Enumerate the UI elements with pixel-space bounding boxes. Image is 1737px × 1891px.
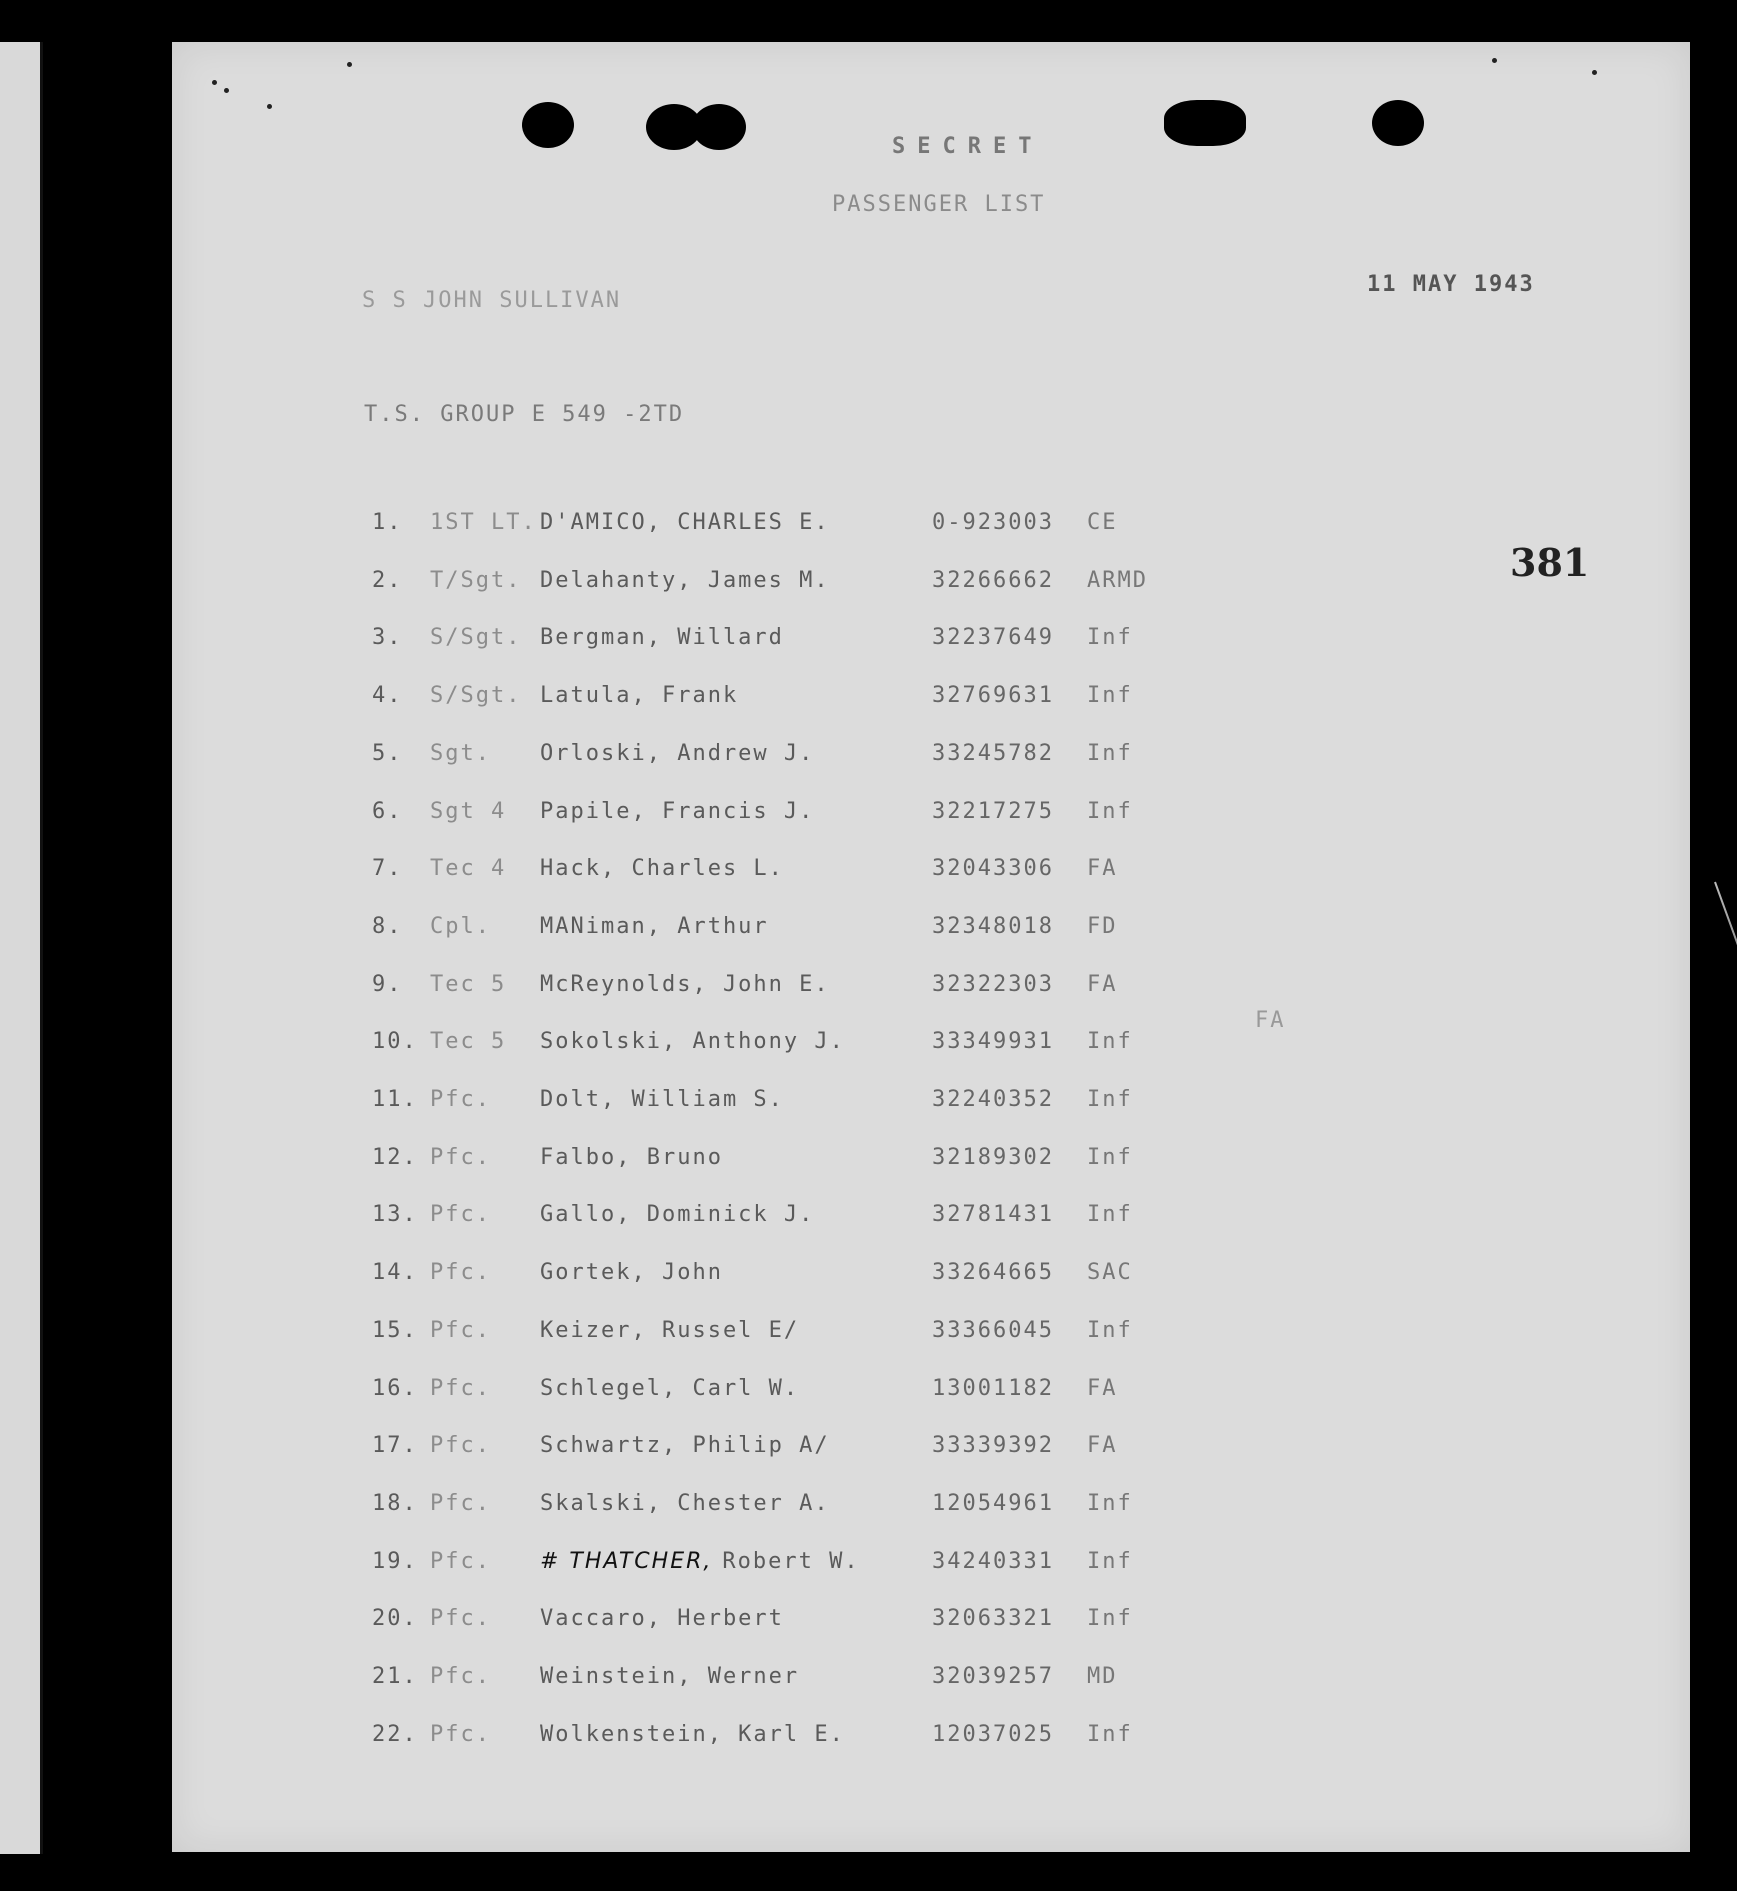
serial-number: 32322303: [932, 971, 1054, 997]
entry-number: 17.: [372, 1433, 418, 1459]
branch: Inf: [1087, 1317, 1133, 1343]
serial-number: 32348018: [932, 913, 1054, 939]
entry-number: 20.: [372, 1606, 418, 1632]
punch-hole: [1164, 100, 1246, 146]
branch: MD: [1087, 1664, 1118, 1689]
page-number: 381: [1510, 540, 1590, 585]
list-item: [172, 1664, 1690, 1704]
rank: Pfc.: [430, 1490, 491, 1516]
entry-number: 18.: [372, 1490, 418, 1516]
entry-number: 4.: [372, 683, 403, 709]
passenger-name: Bergman, Willard: [540, 625, 784, 651]
entry-number: 21.: [372, 1664, 418, 1689]
serial-number: 32266662: [932, 567, 1054, 593]
serial-number: 32769631: [932, 683, 1054, 709]
rank: T/Sgt.: [430, 567, 522, 593]
list-item: [172, 1376, 1690, 1416]
entry-number: 2.: [372, 567, 403, 593]
passenger-name: Papile, Francis J.: [540, 798, 815, 824]
given-name: Robert W.: [722, 1548, 860, 1574]
punch-hole: [692, 104, 746, 150]
list-item: [172, 1433, 1690, 1473]
branch: SAC: [1087, 1260, 1133, 1286]
passenger-name: Weinstein, Werner: [540, 1664, 800, 1689]
serial-number: 33366045: [932, 1317, 1054, 1343]
rank: Tec 5: [430, 1029, 507, 1055]
list-item: [172, 568, 1690, 608]
entry-number: 3.: [372, 625, 403, 651]
passenger-name: Falbo, Bruno: [540, 1144, 723, 1170]
branch: FA: [1087, 1375, 1118, 1401]
serial-number: 33349931: [932, 1029, 1054, 1055]
speck: [1492, 58, 1497, 63]
punch-hole: [522, 102, 574, 148]
passenger-name: MANiman, Arthur: [540, 913, 769, 939]
document-page: [172, 42, 1690, 1852]
serial-number: 32240352: [932, 1087, 1054, 1112]
list-item: [172, 972, 1690, 1012]
branch: FA: [1087, 856, 1118, 882]
rank: Tec 4: [430, 856, 507, 882]
list-item: [172, 799, 1690, 839]
rank: S/Sgt.: [430, 683, 522, 709]
serial-number: 12054961: [932, 1490, 1054, 1516]
entry-number: 1.: [372, 510, 403, 535]
branch: Inf: [1087, 1029, 1133, 1055]
rank: Pfc.: [430, 1375, 491, 1401]
group-designation: T.S. GROUP E 549 -2TD: [364, 402, 685, 427]
list-item: [172, 683, 1690, 723]
rank: Pfc.: [430, 1606, 491, 1632]
passenger-name: Gortek, John: [540, 1260, 723, 1286]
entry-number: 6.: [372, 798, 403, 824]
passenger-name: D'AMICO, CHARLES E.: [540, 510, 830, 535]
rank: Pfc.: [430, 1721, 491, 1747]
branch: CE: [1087, 510, 1118, 535]
list-item: [172, 914, 1690, 954]
passenger-name: Orloski, Andrew J.: [540, 740, 815, 766]
entry-number: 8.: [372, 913, 403, 939]
branch: FD: [1087, 913, 1118, 939]
passenger-name: Dolt, William S.: [540, 1087, 784, 1112]
serial-number: 33264665: [932, 1260, 1054, 1286]
entry-number: 13.: [372, 1202, 418, 1228]
passenger-name: Skalski, Chester A.: [540, 1490, 830, 1516]
rank: Pfc.: [430, 1202, 491, 1228]
serial-number: 33339392: [932, 1433, 1054, 1459]
passenger-name: [540, 1549, 860, 1574]
serial-number: 0-923003: [932, 510, 1054, 535]
branch: FA: [1087, 1433, 1118, 1459]
list-item: [172, 1029, 1690, 1069]
serial-number: 32237649: [932, 625, 1054, 651]
list-item: [172, 1087, 1690, 1127]
list-item: [172, 510, 1690, 550]
list-item: [172, 1549, 1690, 1589]
classification-header: SECRET: [892, 134, 1044, 159]
rank: S/Sgt.: [430, 625, 522, 651]
branch: Inf: [1087, 1490, 1133, 1516]
rank: 1ST LT.: [430, 510, 537, 535]
branch: Inf: [1087, 625, 1133, 651]
entry-number: 16.: [372, 1375, 418, 1401]
entry-number: 5.: [372, 740, 403, 766]
branch: Inf: [1087, 1087, 1133, 1112]
speck: [347, 62, 352, 67]
list-item: [172, 1722, 1690, 1762]
serial-number: 32063321: [932, 1606, 1054, 1632]
handwritten-name: # THATCHER,: [540, 1548, 713, 1574]
branch: ARMD: [1087, 567, 1148, 593]
serial-number: 33245782: [932, 740, 1054, 766]
document-title: PASSENGER LIST: [832, 192, 1046, 217]
rank: Pfc.: [430, 1260, 491, 1286]
entry-number: 22.: [372, 1721, 418, 1747]
passenger-name: Latula, Frank: [540, 683, 739, 709]
passenger-name: Gallo, Dominick J.: [540, 1202, 815, 1228]
serial-number: 32043306: [932, 856, 1054, 882]
list-item: [172, 625, 1690, 665]
entry-number: 9.: [372, 971, 403, 997]
list-item: [172, 741, 1690, 781]
serial-number: 13001182: [932, 1375, 1054, 1401]
passenger-name: Keizer, Russel E/: [540, 1317, 800, 1343]
rank: Tec 5: [430, 971, 507, 997]
speck: [224, 88, 229, 93]
list-item: [172, 856, 1690, 896]
serial-number: 12037025: [932, 1721, 1054, 1747]
list-item: [172, 1145, 1690, 1185]
serial-number: 34240331: [932, 1548, 1054, 1574]
serial-number: 32781431: [932, 1202, 1054, 1228]
speck: [267, 104, 272, 109]
branch: FA: [1087, 971, 1118, 997]
adjacent-page-edge: [0, 42, 43, 1854]
rank: Sgt 4: [430, 798, 507, 824]
document-date: 11 MAY 1943: [1367, 272, 1535, 297]
entry-number: 15.: [372, 1317, 418, 1343]
entry-number: 14.: [372, 1260, 418, 1286]
branch: Inf: [1087, 683, 1133, 709]
branch: Inf: [1087, 1548, 1133, 1574]
rank: Cpl.: [430, 913, 491, 939]
rank: Pfc.: [430, 1087, 491, 1112]
punch-hole: [1372, 100, 1424, 146]
branch: Inf: [1087, 1202, 1133, 1228]
passenger-name: Sokolski, Anthony J.: [540, 1029, 845, 1055]
list-item: [172, 1318, 1690, 1358]
passenger-name: Vaccaro, Herbert: [540, 1606, 784, 1632]
branch: Inf: [1087, 798, 1133, 824]
scratch-mark: [1714, 882, 1737, 1221]
branch: Inf: [1087, 1721, 1133, 1747]
branch: Inf: [1087, 1606, 1133, 1632]
passenger-name: Schwartz, Philip A/: [540, 1433, 830, 1459]
speck: [1592, 70, 1597, 75]
branch: Inf: [1087, 1144, 1133, 1170]
rank: Pfc.: [430, 1548, 491, 1574]
serial-number: 32217275: [932, 798, 1054, 824]
serial-number: 32039257: [932, 1664, 1054, 1689]
rank: Pfc.: [430, 1317, 491, 1343]
entry-number: 12.: [372, 1144, 418, 1170]
serial-number: 32189302: [932, 1144, 1054, 1170]
rank: Pfc.: [430, 1433, 491, 1459]
list-item: [172, 1491, 1690, 1531]
rank: Pfc.: [430, 1664, 491, 1689]
passenger-name: Schlegel, Carl W.: [540, 1375, 800, 1401]
list-item: [172, 1606, 1690, 1646]
passenger-name: Hack, Charles L.: [540, 856, 784, 882]
branch: Inf: [1087, 740, 1133, 766]
speck: [212, 80, 217, 85]
entry-number: 10.: [372, 1029, 418, 1055]
entry-number: 19.: [372, 1548, 418, 1574]
list-item: [172, 1260, 1690, 1300]
ship-name: S S JOHN SULLIVAN: [362, 288, 622, 313]
rank: Sgt.: [430, 740, 491, 766]
passenger-name: McReynolds, John E.: [540, 971, 830, 997]
entry-number: 7.: [372, 856, 403, 882]
entry-number: 11.: [372, 1087, 418, 1112]
passenger-name: Wolkenstein, Karl E.: [540, 1721, 845, 1747]
margin-note: FA: [1255, 1008, 1286, 1033]
passenger-name: Delahanty, James M.: [540, 567, 830, 593]
list-item: [172, 1202, 1690, 1242]
rank: Pfc.: [430, 1144, 491, 1170]
